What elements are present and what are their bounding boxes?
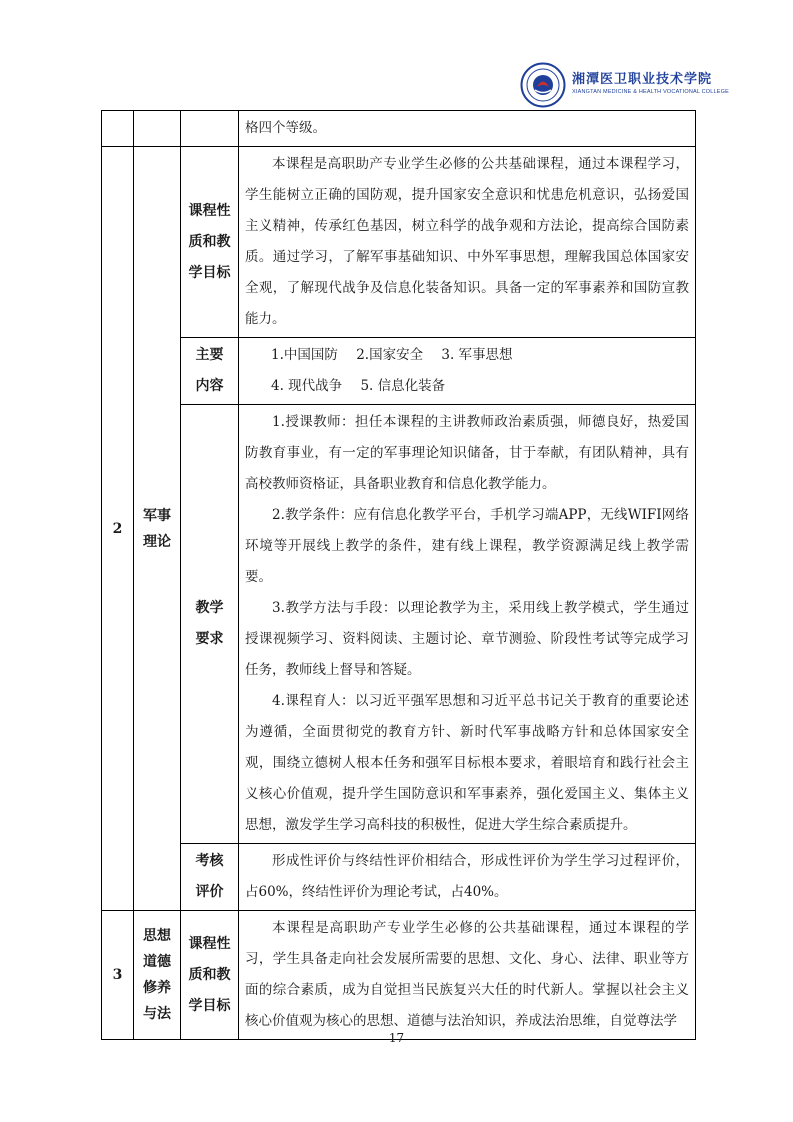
table-row <box>102 147 696 338</box>
school-name: 湘潭医卫职业技术学院 <box>572 72 713 87</box>
requirement-conditions: 2.教学条件：应有信息化教学平台，手机学习端APP，无线WIFI网络环境等开展线上教学的条件，建有线上课程，教学资源满足线上教学需要。 <box>245 507 689 585</box>
table-row <box>102 405 696 844</box>
section-label-content: 主要 内容 <box>181 338 239 405</box>
course-number: 2 <box>102 147 134 911</box>
section-content-nature: 本课程是高职助产专业学生必修的公共基础课程，通过本课程学习，学生能树立正确的国防观，提升国家安全意识和忧患危机意识，弘扬爱国主义精神，传承红色基因，树立科学的战争观和方法论，提高综合国防素质。通过学习，了解军事基础知识、中外军事思想，理解我国总体国家安全观，了解现代战争及信息化装备知识。具备一定的军事素养和国防宣教能力。 <box>239 147 696 338</box>
requirement-teacher: 1.授课教师：担任本课程的主讲教师政治素质强，师德良好，热爱国防教育事业，有一定的军事理论知识储备，甘于奉献，有团队精神，具有高校教师资格证，具备职业教育和信息化教学能力。 <box>245 414 689 492</box>
table-row <box>102 844 696 911</box>
course-name-text: 思想 道德 修养 与法 <box>143 928 171 1022</box>
requirement-methods: 3.教学方法与手段：以理论教学为主，采用线上教学模式，学生通过授课视频学习、资料阅读、主题讨论、章节测验、阶段性考试等完成学习任务，教师线上督导和答疑。 <box>245 600 689 678</box>
content-list-line-2: 4. 现代战争 5. 信息化装备 <box>271 378 446 394</box>
course-number: 3 <box>102 911 134 1040</box>
header-logo <box>520 62 730 110</box>
course-name-text: 军事 理论 <box>143 507 171 550</box>
requirement-education: 4.课程育人：以习近平强军思想和习近平总书记关于教育的重要论述为遵循，全面贯彻党的教育方针、新时代军事战略方针和总体国家安全观，围绕立德树人根本任务和强军目标根本要求，着眼培育和践行社会主义核心价值观，提升学生国防意识和军事素养，强化爱国主义、集体主义思想，激发学生学习高科技的积极性，促进大学生综合素质提升。 <box>245 693 689 833</box>
school-name-english: XIANGTAN MEDICINE & HEALTH VOCATIONAL COLLEGE <box>572 89 730 95</box>
section-content-nature: 本课程是高职助产专业学生必修的公共基础课程，通过本课程的学习，学生具备走向社会发展所需要的思想、文化、身心、法律、职业等方面的综合素质，成为自觉担当民族复兴大任的时代新人。掌握以社会主义核心价值观为核心的思想、道德与法治知识，养成法治思维，自觉尊法学 <box>239 911 696 1040</box>
section-content-requirements <box>239 405 696 844</box>
section-content-main <box>239 338 696 405</box>
section-label-assessment: 考核 评价 <box>181 844 239 911</box>
section-label-nature: 课程性 质和教 学目标 <box>181 147 239 338</box>
continued-text: 格四个等级。 <box>239 111 696 147</box>
college-emblem-icon <box>520 62 566 108</box>
section-label-requirements: 教学 要求 <box>181 405 239 844</box>
empty-cell <box>102 111 134 147</box>
table-row <box>102 911 696 1040</box>
page-number: 17 <box>388 1031 405 1045</box>
section-label-nature: 课程性 质和教 学目标 <box>181 911 239 1040</box>
empty-cell <box>134 111 181 147</box>
content-list-line-1: 1.中国国防 2.国家安全 3. 军事思想 <box>271 347 513 363</box>
section-content-assessment: 形成性评价与终结性评价相结合，形成性评价为学生学习过程评价，占60%，终结性评价为理论考试，占40%。 <box>239 844 696 911</box>
table-row <box>102 338 696 405</box>
curriculum-table <box>101 110 696 1040</box>
table-row-continued <box>102 111 696 147</box>
course-name <box>134 911 181 1040</box>
empty-cell <box>181 111 239 147</box>
course-name <box>134 147 181 911</box>
